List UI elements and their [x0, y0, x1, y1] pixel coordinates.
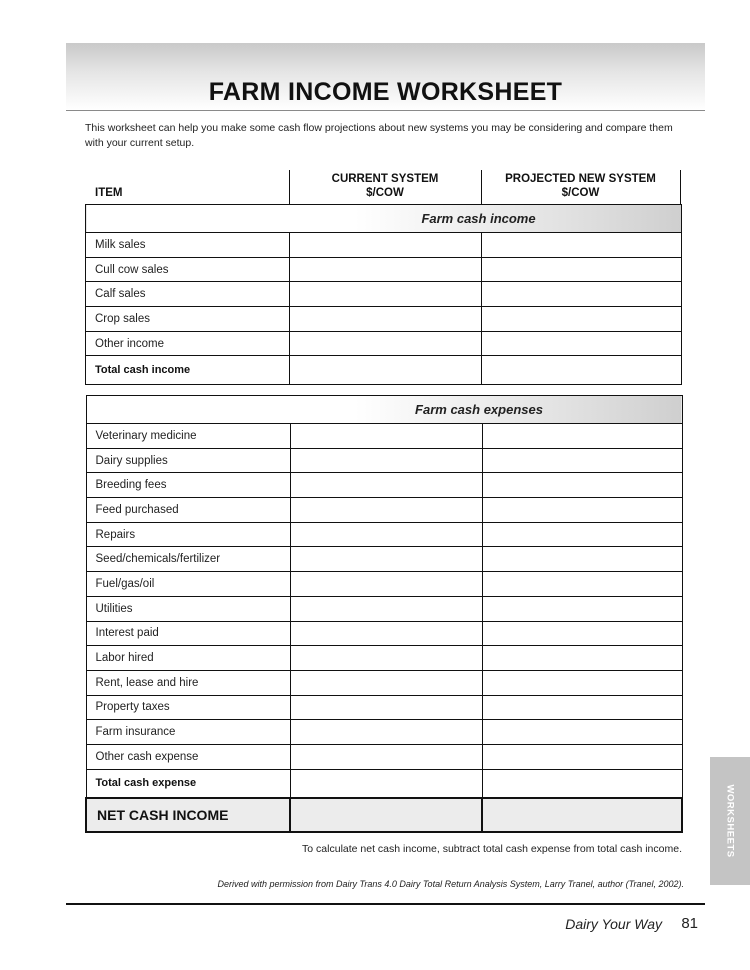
row-label: Cull cow sales [86, 257, 290, 282]
table-row [86, 572, 682, 597]
current-value-cell[interactable] [290, 621, 482, 646]
current-value-cell[interactable] [290, 596, 482, 621]
projected-net-cell[interactable] [482, 798, 682, 832]
current-value-cell[interactable] [290, 646, 482, 671]
expense-section-title-cell [86, 396, 682, 424]
current-value-cell[interactable] [290, 257, 482, 282]
column-header-current-line1: CURRENT SYSTEM [331, 173, 439, 185]
footer-rule [66, 903, 705, 905]
column-header-projected-line1: PROJECTED NEW SYSTEM [505, 173, 656, 185]
projected-value-cell[interactable] [482, 670, 682, 695]
column-header-current-line2: $/COW [366, 187, 404, 199]
current-value-cell[interactable] [290, 331, 482, 356]
table-row [86, 257, 682, 282]
table-row [86, 744, 682, 769]
income-section-title: Farm cash income [421, 211, 536, 226]
projected-value-cell[interactable] [482, 547, 682, 572]
row-label: Fuel/gas/oil [86, 572, 290, 597]
page-title: FARM INCOME WORKSHEET [208, 78, 563, 106]
table-row [86, 282, 682, 307]
current-value-cell[interactable] [290, 473, 482, 498]
table-row [86, 646, 682, 671]
total-row [86, 356, 682, 385]
current-value-cell[interactable] [290, 233, 482, 258]
net-cash-income-label: NET CASH INCOME [86, 798, 290, 832]
projected-value-cell[interactable] [482, 744, 682, 769]
current-value-cell[interactable] [290, 695, 482, 720]
current-value-cell[interactable] [290, 670, 482, 695]
current-value-cell[interactable] [290, 572, 482, 597]
row-label: Property taxes [86, 695, 290, 720]
projected-total-cell[interactable] [482, 356, 682, 385]
column-header-projected [481, 172, 680, 200]
current-total-cell[interactable] [290, 356, 482, 385]
column-header-item: ITEM [95, 187, 123, 199]
table-row [86, 448, 682, 473]
row-label: Repairs [86, 522, 290, 547]
row-label: Other income [86, 331, 290, 356]
projected-value-cell[interactable] [482, 498, 682, 523]
expense-section-header [86, 396, 682, 424]
projected-value-cell[interactable] [482, 307, 682, 332]
calculation-note: To calculate net cash income, subtract total cash expense from total cash income. [302, 843, 682, 855]
current-value-cell[interactable] [290, 282, 482, 307]
row-label: Milk sales [86, 233, 290, 258]
column-header-projected-line2: $/COW [561, 187, 600, 199]
row-label: Dairy supplies [86, 448, 290, 473]
row-label: Veterinary medicine [86, 424, 290, 449]
row-label: Feed purchased [86, 498, 290, 523]
column-header-current [290, 172, 480, 200]
header-divider [289, 170, 290, 204]
row-label: Calf sales [86, 282, 290, 307]
projected-value-cell[interactable] [482, 473, 682, 498]
row-label: Other cash expense [86, 744, 290, 769]
table-row [86, 547, 682, 572]
projected-value-cell[interactable] [482, 282, 682, 307]
projected-value-cell[interactable] [482, 424, 682, 449]
intro-text: This worksheet can help you make some cash flow projections about new systems you may be considering and compare them with your current setup. [85, 122, 673, 149]
row-label: Rent, lease and hire [86, 670, 290, 695]
row-label: Labor hired [86, 646, 290, 671]
total-row [86, 769, 682, 798]
current-value-cell[interactable] [290, 522, 482, 547]
row-label: Seed/chemicals/fertilizer [86, 547, 290, 572]
current-value-cell[interactable] [290, 307, 482, 332]
page-number: 81 [681, 915, 698, 932]
row-label: Interest paid [86, 621, 290, 646]
row-label: Utilities [86, 596, 290, 621]
projected-value-cell[interactable] [482, 720, 682, 745]
row-label: Farm insurance [86, 720, 290, 745]
table-row [86, 720, 682, 745]
table-row [86, 621, 682, 646]
current-value-cell[interactable] [290, 720, 482, 745]
projected-value-cell[interactable] [482, 331, 682, 356]
current-value-cell[interactable] [290, 498, 482, 523]
table-row [86, 695, 682, 720]
current-value-cell[interactable] [290, 744, 482, 769]
projected-value-cell[interactable] [482, 646, 682, 671]
expense-table [85, 395, 683, 833]
table-row [86, 498, 682, 523]
total-label: Total cash income [86, 356, 290, 385]
projected-value-cell[interactable] [482, 522, 682, 547]
projected-value-cell[interactable] [482, 572, 682, 597]
table-row [86, 424, 682, 449]
current-value-cell[interactable] [290, 424, 482, 449]
projected-value-cell[interactable] [482, 596, 682, 621]
projected-value-cell[interactable] [482, 621, 682, 646]
side-tab-label: WORKSHEETS [724, 784, 736, 858]
header-divider [680, 170, 681, 204]
expense-section-title: Farm cash expenses [415, 402, 543, 417]
projected-value-cell[interactable] [482, 233, 682, 258]
table-row [86, 670, 682, 695]
projected-value-cell[interactable] [482, 257, 682, 282]
header-divider [481, 170, 482, 204]
table-row [86, 233, 682, 258]
projected-total-cell[interactable] [482, 769, 682, 798]
current-net-cell[interactable] [290, 798, 482, 832]
table-row [86, 596, 682, 621]
current-value-cell[interactable] [290, 547, 482, 572]
table-row [86, 331, 682, 356]
total-label: Total cash expense [86, 769, 290, 798]
source-credit: Derived with permission from Dairy Trans 4.0 Dairy Total Return Analysis System, Larry Tranel, author (Tranel, 2002). [217, 879, 684, 889]
footer-book-title: Dairy Your Way [565, 916, 662, 932]
side-tab [710, 757, 750, 885]
net-cash-income-row [86, 798, 682, 832]
table-row [86, 307, 682, 332]
income-table [85, 204, 682, 385]
current-total-cell[interactable] [290, 769, 482, 798]
income-section-title-cell [86, 205, 682, 233]
row-label: Breeding fees [86, 473, 290, 498]
projected-value-cell[interactable] [482, 695, 682, 720]
table-row [86, 522, 682, 547]
income-section-header [86, 205, 682, 233]
row-label: Crop sales [86, 307, 290, 332]
projected-value-cell[interactable] [482, 448, 682, 473]
table-row [86, 473, 682, 498]
current-value-cell[interactable] [290, 448, 482, 473]
